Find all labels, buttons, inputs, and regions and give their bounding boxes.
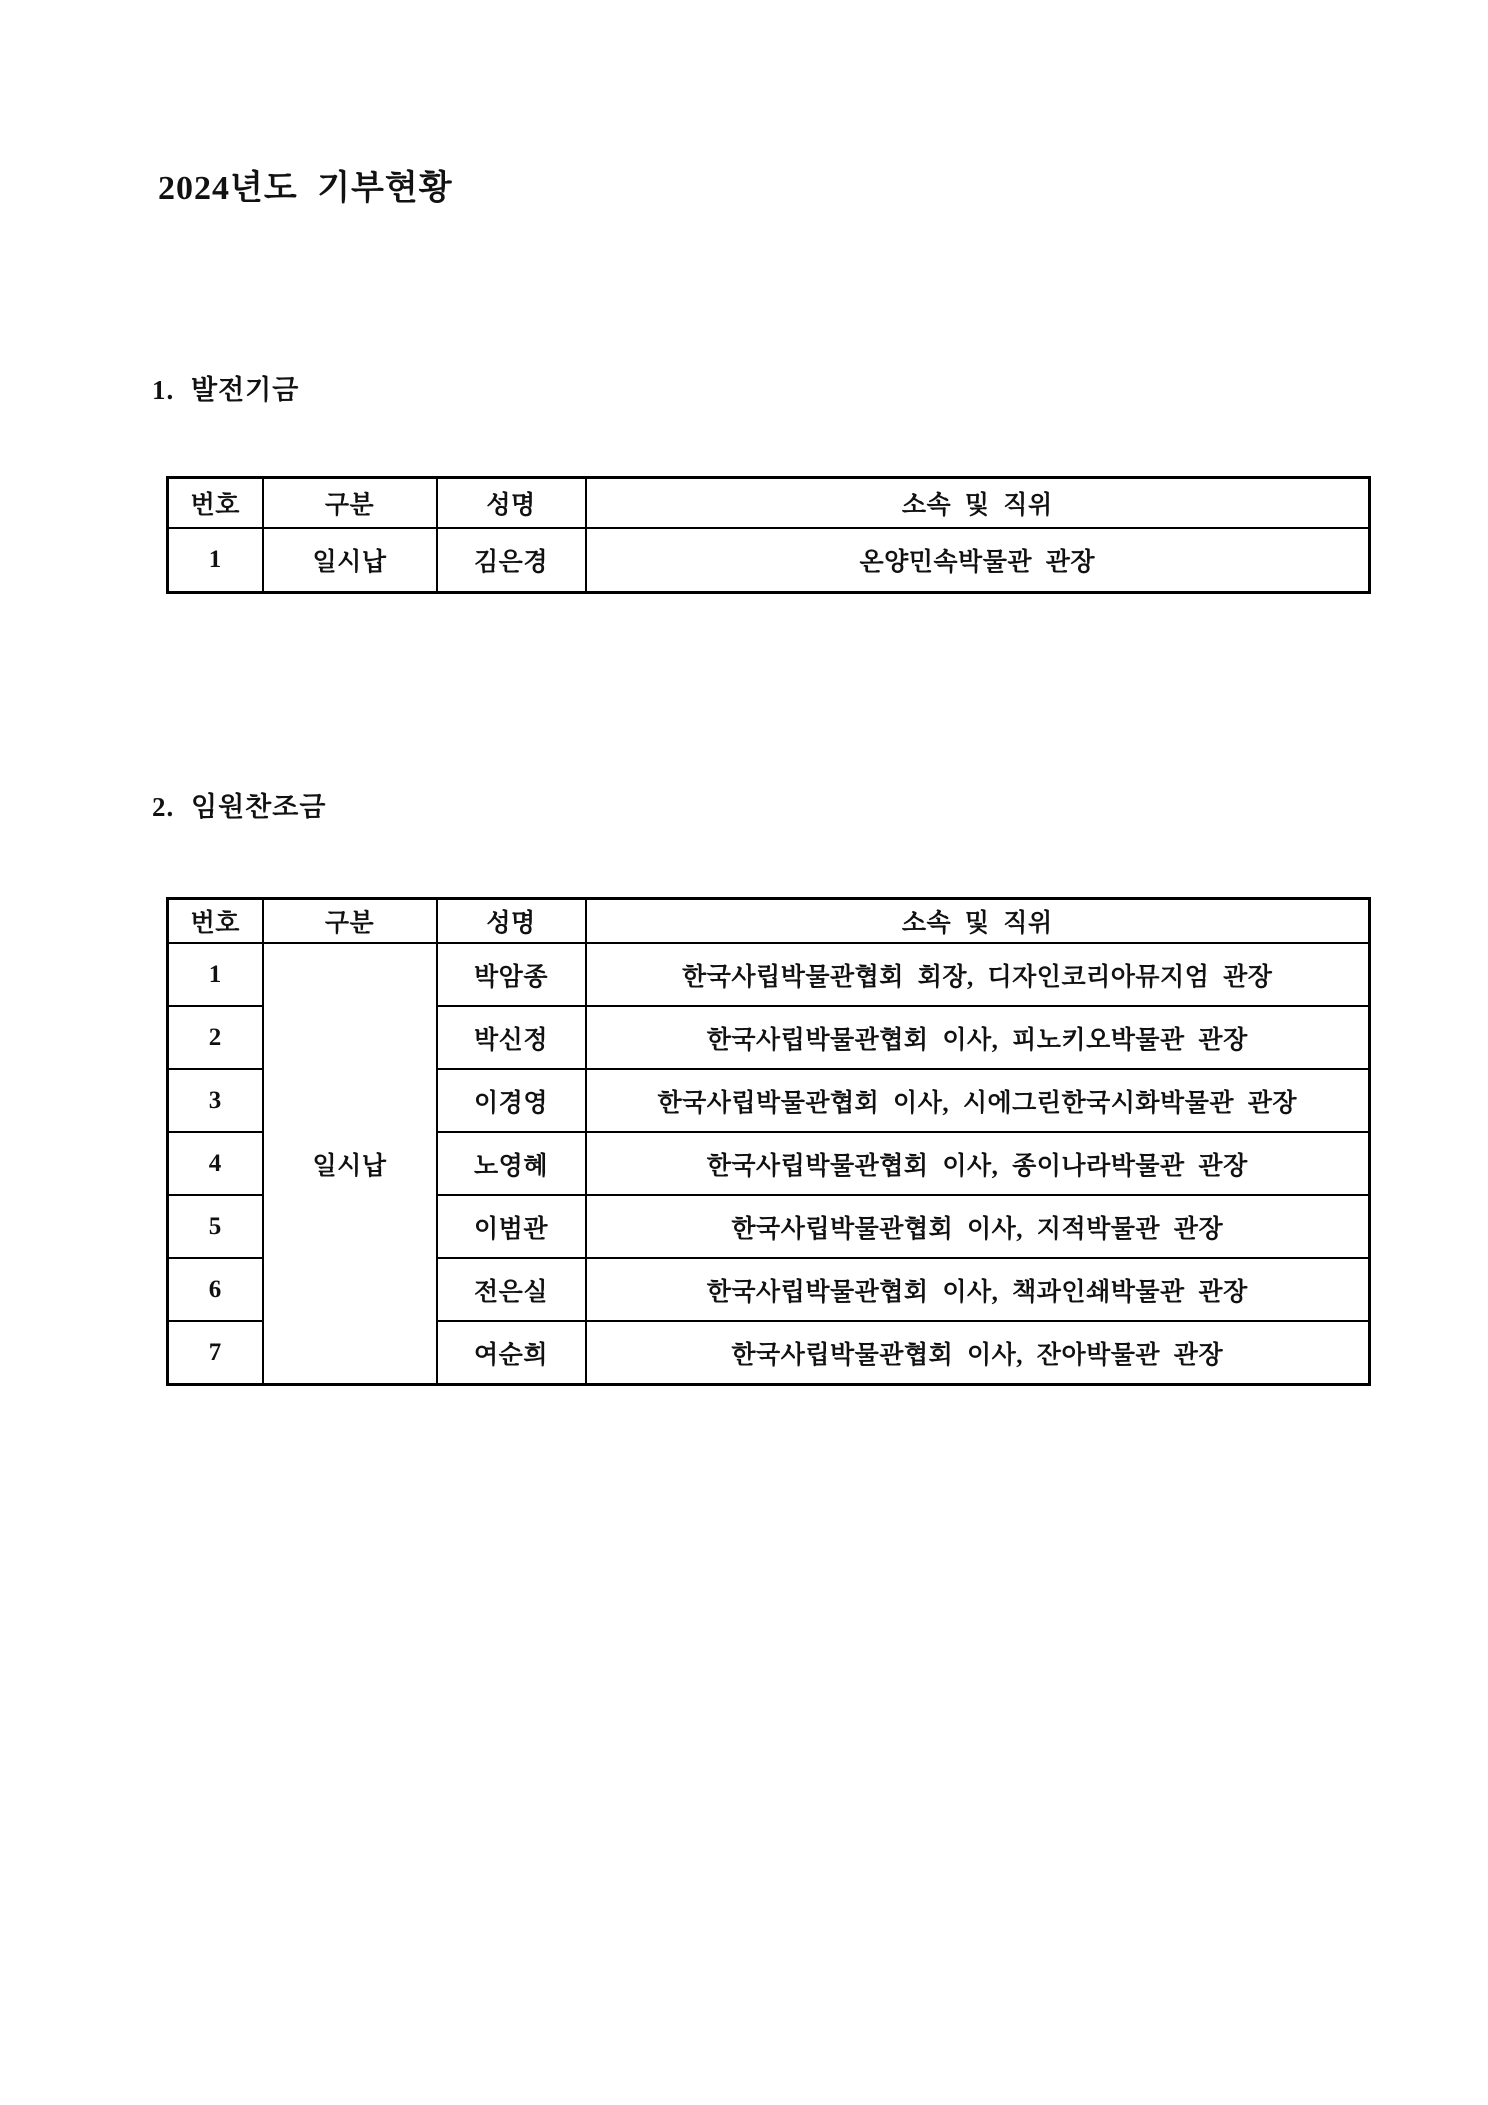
header-cell-category: 구분: [263, 478, 437, 529]
section-heading-executive-contribution: 2. 임원찬조금: [152, 792, 327, 822]
header-cell-category: 구분: [263, 899, 437, 944]
table-header-row: [168, 478, 1370, 529]
cell-affiliation: 한국사립박물관협회 이사, 잔아박물관 관장: [586, 1321, 1370, 1385]
cell-affiliation: 한국사립박물관협회 이사, 지적박물관 관장: [586, 1195, 1370, 1258]
table-header-row: [168, 899, 1370, 944]
page-title: 2024년도 기부현황: [158, 170, 453, 207]
header-cell-no: 번호: [168, 899, 263, 944]
cell-no: 1: [168, 943, 263, 1006]
header-cell-name: 성명: [437, 899, 586, 944]
header-cell-name: 성명: [437, 478, 586, 529]
header-cell-affiliation: 소속 및 직위: [586, 899, 1370, 944]
donor-row: [168, 943, 1370, 1006]
cell-no: 4: [168, 1132, 263, 1195]
cell-affiliation: 한국사립박물관협회 이사, 시에그린한국시화박물관 관장: [586, 1069, 1370, 1132]
cell-affiliation: 한국사립박물관협회 이사, 종이나라박물관 관장: [586, 1132, 1370, 1195]
cell-name: 노영혜: [437, 1132, 586, 1195]
cell-no: 5: [168, 1195, 263, 1258]
section-heading-development-fund: 1. 발전기금: [152, 375, 300, 405]
cell-no: 3: [168, 1069, 263, 1132]
cell-category: 일시납: [263, 528, 437, 593]
header-cell-no: 번호: [168, 478, 263, 529]
cell-name: 이경영: [437, 1069, 586, 1132]
cell-affiliation: 한국사립박물관협회 회장, 디자인코리아뮤지엄 관장: [586, 943, 1370, 1006]
cell-name: 김은경: [437, 528, 586, 593]
donor-row: [168, 528, 1370, 593]
cell-no: 7: [168, 1321, 263, 1385]
cell-category-merged: 일시납: [263, 943, 437, 1385]
header-cell-affiliation: 소속 및 직위: [586, 478, 1370, 529]
cell-name: 박신정: [437, 1006, 586, 1069]
cell-no: 6: [168, 1258, 263, 1321]
cell-name: 박암종: [437, 943, 586, 1006]
cell-name: 여순희: [437, 1321, 586, 1385]
cell-name: 전은실: [437, 1258, 586, 1321]
cell-affiliation: 한국사립박물관협회 이사, 피노키오박물관 관장: [586, 1006, 1370, 1069]
cell-name: 이범관: [437, 1195, 586, 1258]
cell-no: 2: [168, 1006, 263, 1069]
executive-contribution-table: [166, 897, 1371, 1386]
cell-affiliation: 한국사립박물관협회 이사, 책과인쇄박물관 관장: [586, 1258, 1370, 1321]
cell-affiliation: 온양민속박물관 관장: [586, 528, 1370, 593]
development-fund-table: [166, 476, 1371, 594]
cell-no: 1: [168, 528, 263, 593]
